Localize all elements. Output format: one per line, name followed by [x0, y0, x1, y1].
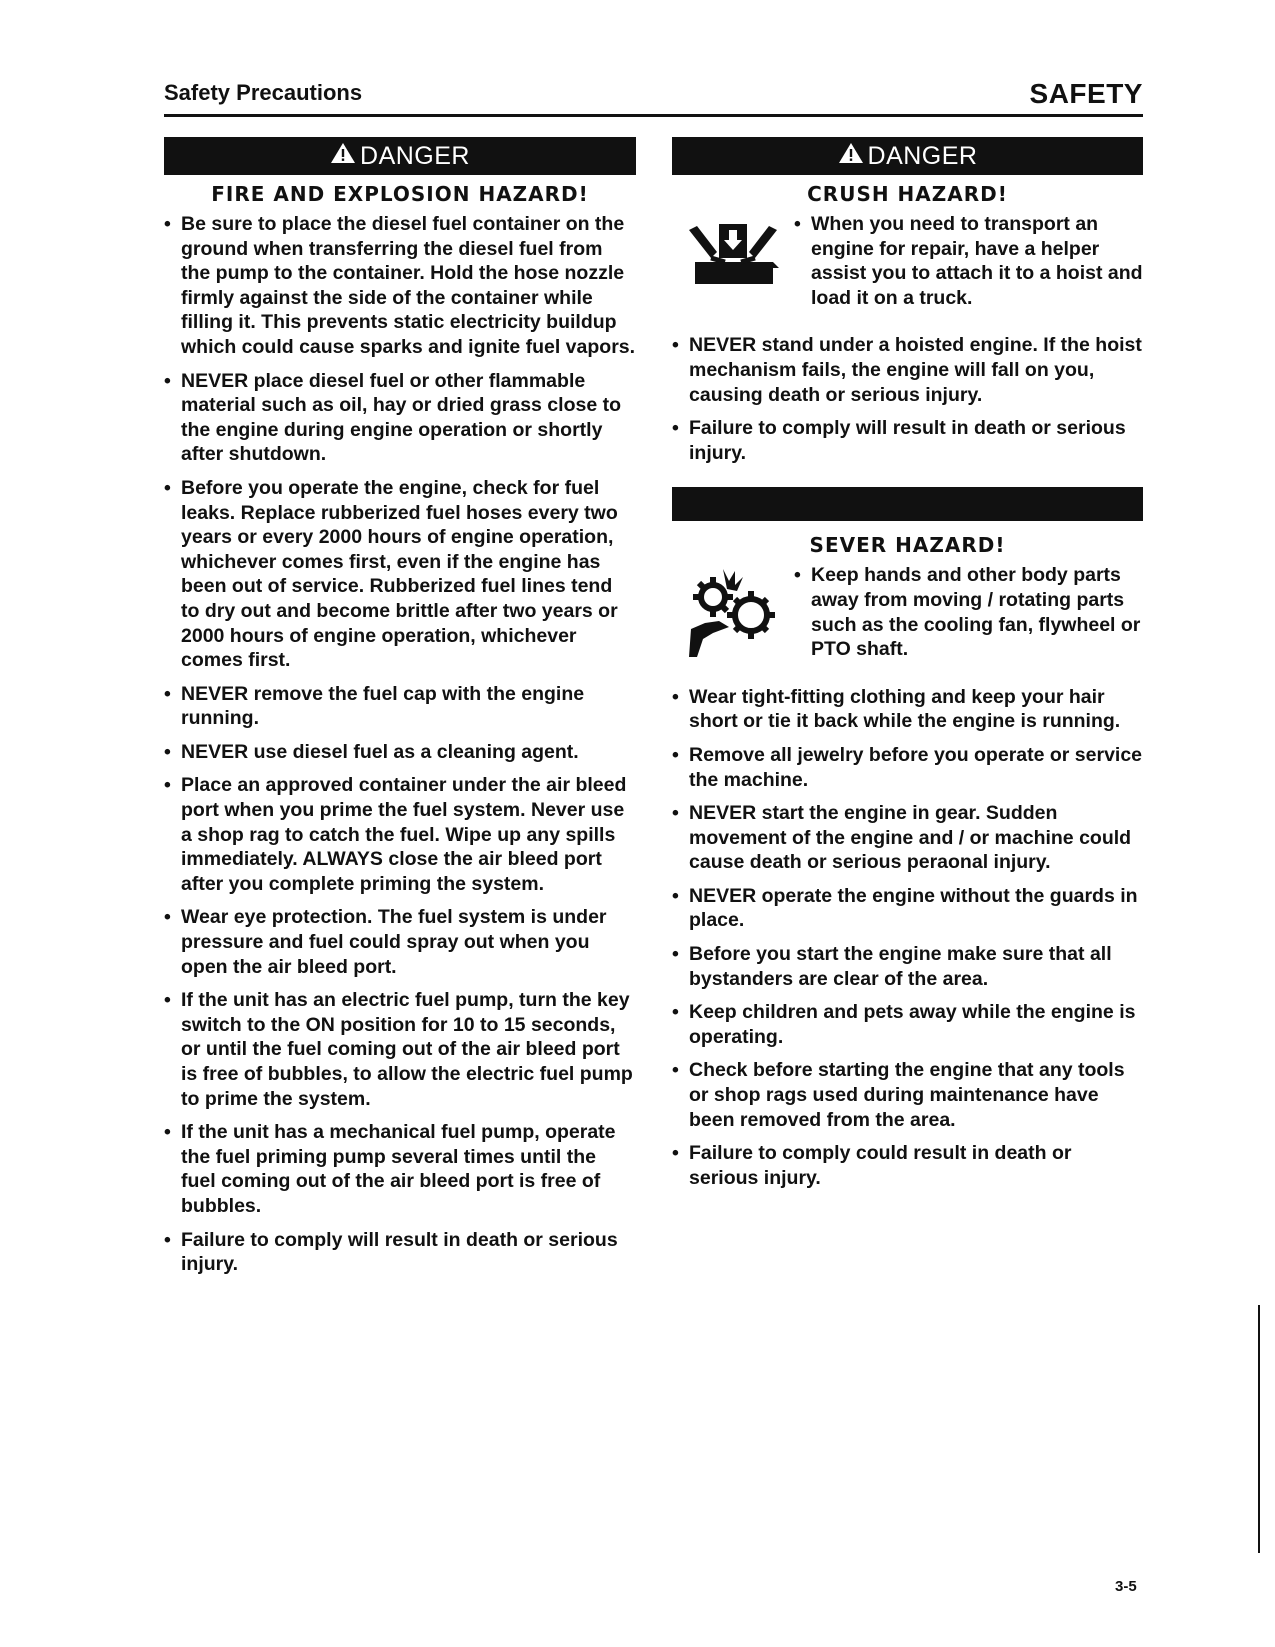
list-item: • NEVER stand under a hoisted engine. If the hoist mechanism fails, the engine will fall on you, causing death or serious injury. — [672, 333, 1143, 407]
section-title: Safety Precautions — [164, 80, 363, 105]
warning-triangle-icon — [838, 142, 864, 171]
fire-explosion-section — [164, 137, 636, 1286]
list-item: • If the unit has a mechanical fuel pump, operate the fuel priming pump several times until the fuel coming out of the air bleed port is free of bubbles. — [164, 1120, 636, 1218]
danger-label: DANGER — [360, 141, 470, 170]
list-item: • Failure to comply will result in death or serious injury. — [164, 1228, 636, 1277]
list-item: • Failure to comply will result in death or serious injury. — [672, 416, 1143, 465]
danger-banner — [672, 487, 1143, 521]
warning-triangle-icon — [330, 142, 356, 171]
list-item: • Wear tight-fitting clothing and keep your hair short or tie it back while the engine is running. — [672, 685, 1143, 734]
page-header — [164, 76, 1143, 117]
crush-hazard-icon — [672, 212, 794, 292]
bullet-list — [794, 212, 1143, 319]
danger-banner — [164, 137, 636, 175]
bullet-list — [672, 333, 1143, 465]
list-item: • NEVER remove the fuel cap with the engine running. — [164, 682, 636, 731]
bullet-list — [672, 685, 1143, 1191]
bullet-list — [164, 212, 636, 1277]
sever-hazard-icon — [672, 563, 794, 659]
hazard-title: CRUSH HAZARD! — [807, 182, 1008, 206]
list-item: • Place an approved container under the air bleed port when you prime the fuel system. Never use a shop rag to catch the fuel. Wipe up any spills immediately. ALWAYS close the air bleed port after you complete priming the system. — [164, 773, 636, 896]
list-item: • Be sure to place the diesel fuel container on the ground when transferring the diesel fuel from the pump to the container. Hold the hose nozzle firmly against the side of the container while filling it. This prevents static electricity buildup which could cause sparks and ignite fuel vapors. — [164, 212, 636, 360]
list-item: • If the unit has an electric fuel pump, turn the key switch to the ON position for 10 to 15 seconds, or until the fuel coming out of the air bleed port is free of bubbles, to allow the electric fuel pump to prime the system. — [164, 988, 636, 1111]
hazard-title: FIRE AND EXPLOSION HAZARD! — [211, 182, 589, 206]
list-item: • When you need to transport an engine for repair, have a helper assist you to attach it to a hoist and load it on a truck. — [794, 212, 1143, 310]
list-item: • Keep children and pets away while the engine is operating. — [672, 1000, 1143, 1049]
crush-icon-row — [672, 212, 1143, 319]
list-item: • NEVER place diesel fuel or other flammable material such as oil, hay or dried grass close to the engine during engine operation or shortly after shutdown. — [164, 369, 636, 467]
list-item: • Check before starting the engine that any tools or shop rags used during maintenance have been removed from the area. — [672, 1058, 1143, 1132]
list-item: • Keep hands and other body parts away from moving / rotating parts such as the cooling fan, flywheel or PTO shaft. — [794, 563, 1143, 661]
hazard-title: SEVER HAZARD! — [809, 533, 1006, 558]
bullet-list — [794, 563, 1143, 670]
danger-label: DANGER — [867, 141, 978, 170]
list-item: • Remove all jewelry before you operate or service the machine. — [672, 743, 1143, 792]
list-item: • NEVER operate the engine without the guards in place. — [672, 884, 1143, 933]
list-item: • Failure to comply could result in death or serious injury. — [672, 1141, 1143, 1190]
danger-banner — [672, 137, 1143, 175]
right-column — [672, 137, 1143, 1199]
sever-icon-row — [672, 563, 1143, 670]
page-number: 3-5 — [1115, 1578, 1137, 1595]
chapter-title: SAFETY — [1029, 78, 1143, 109]
crush-hazard-section — [672, 137, 1143, 465]
list-item: • Before you start the engine make sure that all bystanders are clear of the area. — [672, 942, 1143, 991]
sever-hazard-section — [672, 487, 1143, 1190]
change-bar — [1258, 1305, 1260, 1553]
list-item: • NEVER start the engine in gear. Sudden movement of the engine and / or machine could cause death or serious peraonal injury. — [672, 801, 1143, 875]
list-item: • Before you operate the engine, check for fuel leaks. Replace rubberized fuel hoses every two years or every 2000 hours of engine operation, whichever comes first, even if the engine has been out of service. Rubberized fuel lines tend to dry out and become brittle after two years or 2000 hours of engine operation, whichever comes first. — [164, 476, 636, 673]
list-item: • NEVER use diesel fuel as a cleaning agent. — [164, 740, 636, 765]
list-item: • Wear eye protection. The fuel system is under pressure and fuel could spray out when you open the air bleed port. — [164, 905, 636, 979]
